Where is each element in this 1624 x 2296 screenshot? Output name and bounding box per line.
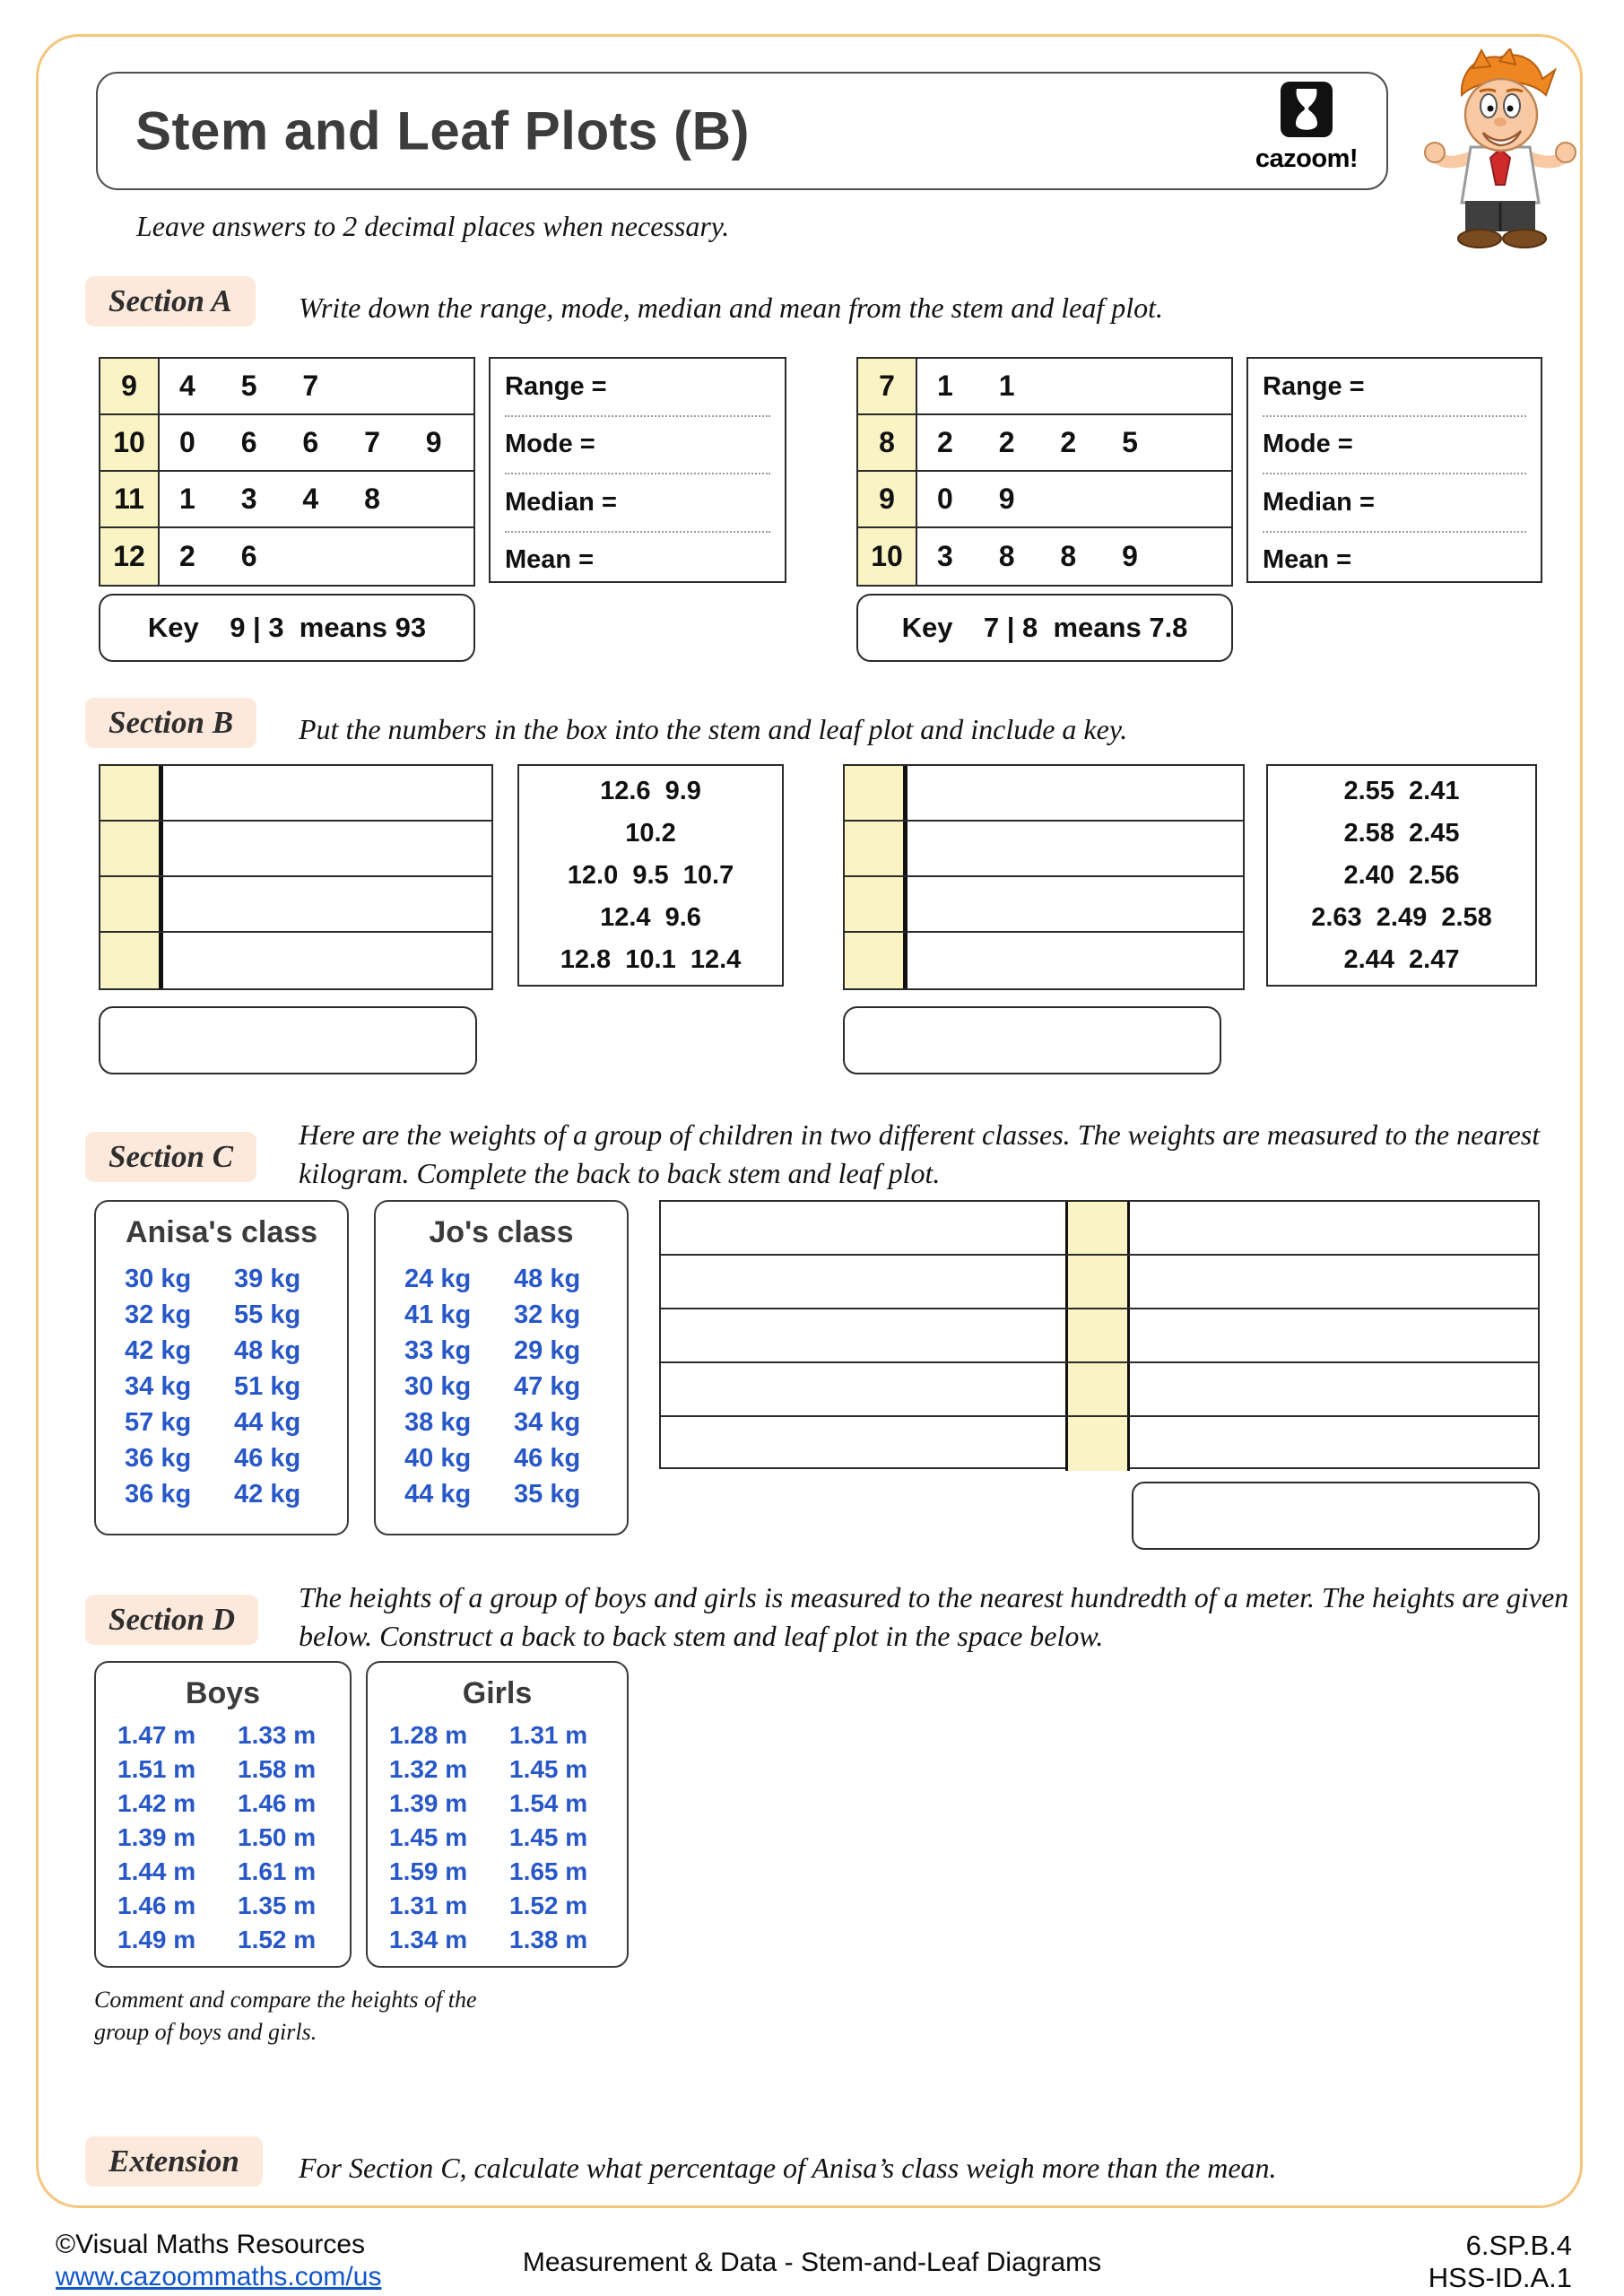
leaf-cells: 2 2 2 5 bbox=[937, 426, 1138, 458]
height-row bbox=[389, 1718, 627, 1752]
weight-value: 34 kg bbox=[514, 1407, 581, 1437]
stem-cell-blank bbox=[100, 877, 163, 931]
numbers-line: 12.8 10.1 12.4 bbox=[560, 944, 742, 974]
weight-value: 57 kg bbox=[125, 1407, 192, 1437]
numbers-box-2 bbox=[1266, 764, 1537, 987]
height-value: 1.54 m bbox=[509, 1789, 588, 1817]
stem-leaf-row bbox=[845, 933, 1243, 988]
height-value: 1.39 m bbox=[117, 1823, 196, 1851]
leaf-cells: 1 1 bbox=[937, 370, 1015, 402]
footer-standard-2: HSS-ID.A.1 bbox=[1428, 2262, 1572, 2293]
b2b-right-leaves bbox=[1130, 1202, 1538, 1254]
weight-row bbox=[125, 1297, 347, 1333]
stem-cell-blank bbox=[845, 822, 908, 875]
leaf-cells: 4 5 7 bbox=[179, 370, 319, 402]
weight-value: 46 kg bbox=[514, 1443, 581, 1473]
stem-leaf-row bbox=[100, 822, 491, 877]
weight-row bbox=[125, 1261, 347, 1297]
height-value: 1.59 m bbox=[389, 1857, 468, 1885]
weight-value: 40 kg bbox=[404, 1443, 472, 1473]
weight-value: 48 kg bbox=[514, 1264, 581, 1293]
answer-label: Mode = bbox=[1263, 430, 1353, 459]
stem-leaf-plot-1 bbox=[99, 357, 475, 587]
weight-value: 51 kg bbox=[234, 1371, 301, 1401]
b2b-right-leaves bbox=[1130, 1363, 1538, 1415]
weight-row bbox=[404, 1333, 627, 1369]
weight-row bbox=[125, 1333, 347, 1369]
b2b-right-leaves bbox=[1130, 1309, 1538, 1361]
answer-label: Median = bbox=[505, 487, 617, 517]
height-value: 1.45 m bbox=[389, 1823, 468, 1851]
stem-leaf-row bbox=[100, 472, 473, 528]
section-d-label: Section D bbox=[85, 1595, 258, 1645]
height-value: 1.47 m bbox=[117, 1721, 196, 1749]
stem-cell-blank bbox=[845, 766, 908, 820]
weight-row bbox=[404, 1261, 627, 1297]
b2b-stem-cell bbox=[1065, 1202, 1130, 1254]
cazoom-logo bbox=[1248, 81, 1365, 174]
key-box-2: Key 7 | 8 means 7.8 bbox=[856, 594, 1233, 662]
section-a-label-wrap bbox=[85, 276, 256, 326]
extension-label: Extension bbox=[85, 2136, 263, 2187]
section-a-instruction: Write down the range, mode, median and mean from the stem and leaf plot. bbox=[299, 291, 1164, 324]
height-value: 1.33 m bbox=[238, 1721, 317, 1749]
weight-row bbox=[404, 1369, 627, 1405]
stem-leaf-row bbox=[845, 877, 1243, 933]
footer-topic: Measurement & Data - Stem-and-Leaf Diagrams bbox=[522, 2248, 1102, 2277]
page-title: Stem and Leaf Plots (B) bbox=[135, 100, 750, 161]
girls-box bbox=[366, 1661, 629, 1968]
height-value: 1.65 m bbox=[509, 1857, 588, 1885]
height-row bbox=[117, 1889, 350, 1923]
answer-row-mode bbox=[505, 417, 770, 475]
leaf-cells-blank bbox=[908, 933, 1243, 988]
leaf-cells: 0 6 6 7 9 bbox=[179, 426, 442, 458]
cazoom-logo-icon bbox=[1279, 81, 1334, 144]
leaf-cells-blank bbox=[163, 822, 491, 875]
leaf-cells-blank bbox=[163, 766, 491, 820]
weight-value: 41 kg bbox=[404, 1300, 472, 1329]
girls-title: Girls bbox=[462, 1676, 533, 1710]
jo-class-box bbox=[374, 1200, 629, 1535]
numbers-line: 12.0 9.5 10.7 bbox=[567, 860, 734, 890]
leaf-cells-blank bbox=[163, 877, 491, 931]
answer-row-mode bbox=[1263, 417, 1526, 475]
numbers-line: 12.4 9.6 bbox=[600, 902, 701, 932]
b2b-left-leaves bbox=[661, 1309, 1065, 1361]
extension-instruction: For Section C, calculate what percentage of Anisa’s class weigh more than the mean. bbox=[299, 2152, 1277, 2184]
height-row bbox=[117, 1752, 350, 1787]
empty-key-box-3 bbox=[1132, 1482, 1540, 1550]
section-d-label-wrap bbox=[85, 1595, 258, 1645]
answer-label: Mean = bbox=[505, 545, 595, 575]
height-row bbox=[389, 1752, 627, 1787]
height-row bbox=[117, 1718, 350, 1752]
numbers-line: 2.40 2.56 bbox=[1343, 860, 1460, 890]
stem-cell-blank bbox=[100, 766, 163, 820]
footer-standard-1: 6.SP.B.4 bbox=[1465, 2230, 1572, 2261]
numbers-line: 12.6 9.9 bbox=[600, 776, 701, 805]
stem-cell-blank bbox=[100, 822, 163, 875]
weight-value: 44 kg bbox=[404, 1479, 472, 1509]
weight-value: 36 kg bbox=[125, 1479, 192, 1509]
height-value: 1.50 m bbox=[238, 1823, 317, 1851]
b2b-row bbox=[661, 1417, 1538, 1471]
height-value: 1.31 m bbox=[509, 1721, 588, 1749]
numbers-line: 2.44 2.47 bbox=[1343, 944, 1460, 974]
stem-cell: 10 bbox=[858, 528, 917, 585]
section-c-instruction: Here are the weights of a group of children in two different classes. The weights are measured to the nearest kilogram. Complete the back to back stem and leaf plot. bbox=[299, 1118, 1541, 1189]
weight-value: 48 kg bbox=[234, 1335, 301, 1365]
weight-value: 39 kg bbox=[234, 1264, 301, 1293]
leaf-cells-blank bbox=[908, 877, 1243, 931]
height-value: 1.58 m bbox=[238, 1755, 317, 1783]
answer-row-median bbox=[1263, 474, 1526, 533]
weight-value: 44 kg bbox=[234, 1407, 301, 1437]
empty-key-box-2 bbox=[843, 1006, 1221, 1074]
height-row bbox=[117, 1821, 350, 1855]
title-box bbox=[96, 72, 1388, 190]
b2b-stem-cell bbox=[1065, 1363, 1130, 1415]
answer-label: Range = bbox=[1263, 371, 1365, 401]
answer-row-range bbox=[505, 359, 770, 417]
stem-cell: 10 bbox=[100, 415, 160, 470]
weight-value: 32 kg bbox=[514, 1300, 581, 1329]
weight-value: 38 kg bbox=[404, 1407, 472, 1437]
stem-leaf-row bbox=[100, 359, 473, 415]
stem-leaf-row bbox=[100, 933, 491, 988]
answer-box-2 bbox=[1246, 357, 1542, 583]
stem-leaf-row bbox=[100, 877, 491, 933]
weight-value: 36 kg bbox=[125, 1443, 192, 1473]
anisa-class-title: Anisa's class bbox=[125, 1215, 318, 1249]
height-value: 1.61 m bbox=[238, 1857, 317, 1885]
b2b-left-leaves bbox=[661, 1256, 1065, 1308]
leaf-cells-blank bbox=[908, 822, 1243, 875]
height-value: 1.32 m bbox=[389, 1755, 468, 1783]
height-value: 1.44 m bbox=[117, 1857, 196, 1885]
numbers-box-1 bbox=[517, 764, 784, 987]
b2b-stem-cell bbox=[1065, 1256, 1130, 1308]
weight-value: 42 kg bbox=[234, 1479, 301, 1509]
height-value: 1.42 m bbox=[117, 1789, 196, 1817]
stem-leaf-row bbox=[845, 822, 1243, 877]
weight-row bbox=[125, 1405, 347, 1440]
height-row bbox=[117, 1787, 350, 1821]
comment-prompt: Comment and compare the heights of the group of boys and girls. bbox=[94, 1987, 477, 2045]
weight-row bbox=[125, 1440, 347, 1476]
stem-leaf-row bbox=[858, 359, 1231, 415]
height-value: 1.45 m bbox=[509, 1755, 588, 1783]
section-d-instruction: The heights of a group of boys and girls is measured to the nearest hundredth of a meter. The heights are given below. Construct a back to back stem and leaf plot in the space below. bbox=[299, 1581, 1569, 1652]
stem-leaf-row bbox=[100, 528, 473, 585]
height-value: 1.35 m bbox=[238, 1892, 317, 1919]
numbers-line: 2.55 2.41 bbox=[1343, 776, 1460, 805]
stem-leaf-row bbox=[100, 415, 473, 472]
height-value: 1.46 m bbox=[238, 1789, 317, 1817]
stem-leaf-row bbox=[858, 472, 1231, 528]
weight-value: 34 kg bbox=[125, 1371, 192, 1401]
empty-key-box-1 bbox=[99, 1006, 477, 1074]
anisa-class-rows bbox=[96, 1261, 347, 1512]
back-to-back-plot bbox=[659, 1200, 1540, 1469]
b2b-stem-cell bbox=[1065, 1309, 1130, 1361]
height-value: 1.34 m bbox=[389, 1926, 468, 1953]
weight-value: 30 kg bbox=[404, 1371, 472, 1401]
height-value: 1.31 m bbox=[389, 1892, 468, 1919]
height-value: 1.39 m bbox=[389, 1789, 468, 1817]
height-value: 1.28 m bbox=[389, 1721, 468, 1749]
weight-row bbox=[125, 1369, 347, 1405]
height-row bbox=[389, 1821, 627, 1855]
weight-value: 32 kg bbox=[125, 1300, 192, 1329]
numbers-line: 10.2 bbox=[625, 818, 676, 848]
section-a-label: Section A bbox=[85, 276, 256, 326]
b2b-left-leaves bbox=[661, 1363, 1065, 1415]
height-value: 1.51 m bbox=[117, 1755, 196, 1783]
answer-row-mean bbox=[505, 533, 770, 589]
height-row bbox=[389, 1787, 627, 1821]
height-row bbox=[117, 1855, 350, 1889]
worksheet-note: Leave answers to 2 decimal places when necessary. bbox=[136, 210, 730, 242]
stem-leaf-row bbox=[100, 766, 491, 822]
stem-cell-blank bbox=[845, 877, 908, 931]
weight-value: 33 kg bbox=[404, 1335, 472, 1365]
leaf-cells-blank bbox=[163, 933, 491, 988]
height-value: 1.46 m bbox=[117, 1892, 196, 1919]
section-c-label: Section C bbox=[85, 1132, 256, 1182]
b2b-row bbox=[661, 1363, 1538, 1417]
b2b-row bbox=[661, 1256, 1538, 1309]
stem-cell: 7 bbox=[858, 359, 917, 413]
key-box-1: Key 9 | 3 means 93 bbox=[99, 594, 475, 662]
numbers-line: 2.63 2.49 2.58 bbox=[1311, 902, 1492, 932]
stem-cell: 9 bbox=[858, 472, 917, 526]
weight-value: 30 kg bbox=[125, 1264, 192, 1293]
answer-label: Range = bbox=[505, 371, 607, 401]
stem-cell: 8 bbox=[858, 415, 917, 470]
height-row bbox=[389, 1889, 627, 1923]
extension-label-wrap bbox=[85, 2136, 263, 2187]
b2b-stem-cell bbox=[1065, 1417, 1130, 1471]
empty-stem-leaf-plot-1 bbox=[99, 764, 493, 990]
height-row bbox=[117, 1923, 350, 1957]
b2b-right-leaves bbox=[1130, 1256, 1538, 1308]
answer-label: Median = bbox=[1263, 487, 1375, 517]
b2b-row bbox=[661, 1202, 1538, 1256]
anisa-class-box bbox=[94, 1200, 349, 1535]
stem-leaf-row bbox=[845, 766, 1243, 822]
boys-rows bbox=[96, 1718, 350, 1957]
weight-value: 35 kg bbox=[514, 1479, 581, 1509]
b2b-right-leaves bbox=[1130, 1417, 1538, 1471]
section-b-instruction: Put the numbers in the box into the stem and leaf plot and include a key. bbox=[299, 713, 1128, 745]
height-row bbox=[389, 1855, 627, 1889]
weight-value: 55 kg bbox=[234, 1300, 301, 1329]
height-value: 1.52 m bbox=[509, 1892, 588, 1919]
weight-row bbox=[404, 1476, 627, 1512]
b2b-left-leaves bbox=[661, 1417, 1065, 1471]
mascot-icon bbox=[1410, 48, 1589, 257]
height-row bbox=[389, 1923, 627, 1957]
answer-label: Mean = bbox=[1263, 545, 1352, 575]
section-b-label-wrap bbox=[85, 698, 256, 748]
weight-row bbox=[404, 1405, 627, 1440]
b2b-left-leaves bbox=[661, 1202, 1065, 1254]
stem-leaf-plot-2 bbox=[856, 357, 1233, 587]
weight-value: 24 kg bbox=[404, 1264, 472, 1293]
weight-value: 47 kg bbox=[514, 1371, 581, 1401]
height-value: 1.38 m bbox=[509, 1926, 588, 1953]
empty-stem-leaf-plot-2 bbox=[843, 764, 1245, 990]
section-c-label-wrap bbox=[85, 1132, 256, 1182]
leaf-cells-blank bbox=[908, 766, 1243, 820]
stem-cell: 11 bbox=[100, 472, 160, 526]
leaf-cells: 0 9 bbox=[937, 483, 1015, 515]
weight-row bbox=[125, 1476, 347, 1512]
height-value: 1.49 m bbox=[117, 1926, 196, 1953]
leaf-cells: 2 6 bbox=[179, 540, 257, 572]
weight-row bbox=[404, 1440, 627, 1476]
stem-leaf-row bbox=[858, 415, 1231, 472]
stem-cell-blank bbox=[845, 933, 908, 988]
weight-value: 42 kg bbox=[125, 1335, 192, 1365]
jo-class-title: Jo's class bbox=[429, 1215, 574, 1249]
answer-box-1 bbox=[489, 357, 786, 583]
jo-class-rows bbox=[376, 1261, 627, 1512]
weight-value: 29 kg bbox=[514, 1335, 581, 1365]
boys-box bbox=[94, 1661, 352, 1968]
weight-row bbox=[404, 1297, 627, 1333]
answer-row-median bbox=[505, 474, 770, 533]
boys-title: Boys bbox=[185, 1676, 261, 1710]
stem-cell: 12 bbox=[100, 528, 160, 585]
answer-label: Mode = bbox=[505, 430, 595, 459]
cazoom-logo-text: cazoom! bbox=[1255, 144, 1359, 173]
weight-value: 46 kg bbox=[234, 1443, 301, 1473]
leaf-cells: 3 8 8 9 bbox=[937, 540, 1138, 572]
footer-copyright: ©Visual Maths Resources bbox=[56, 2230, 366, 2259]
numbers-line: 2.58 2.45 bbox=[1343, 818, 1460, 848]
height-value: 1.45 m bbox=[509, 1823, 588, 1851]
stem-cell: 9 bbox=[100, 359, 160, 413]
leaf-cells: 1 3 4 8 bbox=[179, 483, 380, 515]
answer-row-mean bbox=[1263, 533, 1526, 589]
stem-cell-blank bbox=[100, 933, 163, 988]
height-value: 1.52 m bbox=[238, 1926, 317, 1953]
girls-rows bbox=[368, 1718, 627, 1957]
stem-leaf-row bbox=[858, 528, 1231, 585]
footer-url-link[interactable]: www.cazoommaths.com/us bbox=[56, 2262, 382, 2292]
mascot-character bbox=[1410, 48, 1589, 257]
b2b-row bbox=[661, 1309, 1538, 1363]
answer-row-range bbox=[1263, 359, 1526, 417]
section-b-label: Section B bbox=[85, 698, 256, 748]
